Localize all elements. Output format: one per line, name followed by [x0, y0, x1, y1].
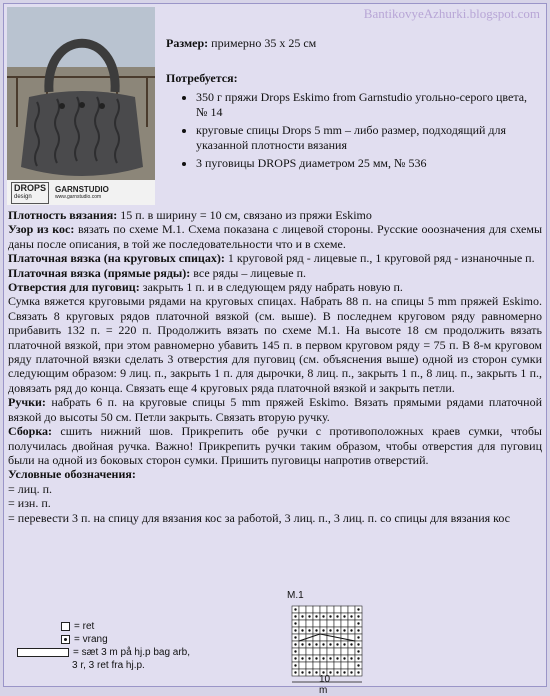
chart-cell [327, 634, 334, 641]
handles-paragraph: Ручки: набрать 6 п. на круговые спицы 5 mm пряжей Eskimo. Вязать прямыми рядами платочной вязкой до высоты 50 см. Петли закрыть. Связать вторую ручку. [8, 395, 542, 424]
chart-width-label: 10 m [319, 674, 331, 696]
chart-cell [334, 620, 341, 627]
purl-dot [357, 615, 359, 617]
assembly-paragraph: Сборка: сшить нижний шов. Прикрепить обе ручки с противоположных краев сумки, чтобы получилась двойная ручка. Важно! Прикрепить ручки таким образом, чтобы отверстия для пуговиц были на одной из боковых сторон сумки. Пришить пуговицы напротив отверстий. [8, 424, 542, 467]
chart-cell [320, 606, 327, 613]
purl-dot [315, 643, 317, 645]
required-heading: Потребуется: [166, 71, 238, 85]
purl-dot [322, 657, 324, 659]
chart-cell [299, 662, 306, 669]
purl-dot [294, 608, 296, 610]
chart-cell [327, 606, 334, 613]
pattern-body [8, 208, 542, 525]
chart-cell [306, 606, 313, 613]
density-paragraph: Плотность вязания: 15 п. в ширину = 10 см, связано из пряжи Eskimo [8, 208, 372, 222]
garter-round-paragraph: Платочная вязка (на круговых спицах): 1 круговой ряд - лицевые п., 1 круговой ряд - изнаночные п. [8, 251, 535, 266]
purl-dot [301, 615, 303, 617]
chart-cell [341, 648, 348, 655]
purl-dot [322, 643, 324, 645]
purl-dot [294, 629, 296, 631]
drops-logo: DROPS design [11, 182, 49, 204]
chart-cell [306, 648, 313, 655]
chart-cell [299, 606, 306, 613]
purl-dot [357, 650, 359, 652]
purl-dot [350, 671, 352, 673]
purl-dot [336, 657, 338, 659]
purl-dot [336, 615, 338, 617]
chart-cell [320, 620, 327, 627]
purl-dot [315, 615, 317, 617]
purl-dot [301, 629, 303, 631]
purl-dot [343, 629, 345, 631]
legend-line: = лиц. п. [8, 481, 53, 496]
buttonholes-paragraph: Отверстия для пуговиц: закрыть 1 п. и в следующем ряду набрать новую п. [8, 280, 403, 295]
purl-dot [357, 657, 359, 659]
purl-dot [343, 657, 345, 659]
chart-cell [341, 620, 348, 627]
purl-dot [329, 615, 331, 617]
purl-dot [343, 671, 345, 673]
chart-cell [306, 662, 313, 669]
chart-cell [327, 662, 334, 669]
cable-symbol-icon [17, 648, 69, 657]
garter-flat-paragraph: Платочная вязка (прямые ряды): все ряды – лицевые п. [8, 265, 306, 280]
purl-dot [350, 629, 352, 631]
purl-dot [336, 643, 338, 645]
purl-dot [350, 615, 352, 617]
purl-dot [336, 629, 338, 631]
chart-cell [313, 606, 320, 613]
purl-dot [301, 657, 303, 659]
bag-photo [7, 7, 155, 205]
chart-grid [287, 604, 377, 694]
chart-cell [341, 606, 348, 613]
purl-dot [308, 643, 310, 645]
legend-heading: Условные обозначения: [8, 467, 136, 482]
cable-paragraph: Узор из кос: вязать по схеме М.1. Схема показана с лицевой стороны. Русские ооозначения для схемы даны после описания, в той же последовательности что и в схеме. [8, 222, 543, 251]
purl-dot [294, 664, 296, 666]
size-line: Размер: примерно 35 х 25 см [166, 36, 317, 50]
chart-cell [348, 662, 355, 669]
list-item: • 350 г пряжи Drops Eskimo from Garnstudio угольно-серого цвета, № 14 [196, 90, 541, 120]
purl-dot [315, 671, 317, 673]
chart-cell [313, 662, 320, 669]
purl-dot [308, 615, 310, 617]
chart-cell [348, 620, 355, 627]
purl-dot [294, 643, 296, 645]
purl-dot [357, 622, 359, 624]
purl-dot [308, 629, 310, 631]
purl-dot [357, 671, 359, 673]
purl-dot [357, 629, 359, 631]
purl-dot [294, 671, 296, 673]
chart-title: M.1 [287, 590, 304, 601]
purl-dot [343, 643, 345, 645]
chart-cell [313, 620, 320, 627]
purl-dot [294, 622, 296, 624]
list-item: • круговые спицы Drops 5 mm – либо размер, подходящий для указанной плотности вязания [196, 123, 541, 153]
list-item: • 3 пуговицы DROPS диаметром 25 мм, № 536 [196, 156, 541, 171]
purl-dot [322, 615, 324, 617]
purl-dot [357, 664, 359, 666]
purl-dot [357, 608, 359, 610]
blog-watermark: BantikovyeAzhurki.blogspot.com [363, 6, 540, 21]
chart-cell [341, 662, 348, 669]
pattern-header [166, 36, 541, 174]
chart-cell [320, 662, 327, 669]
chart-cell [320, 648, 327, 655]
garnstudio-logo: GARNSTUDIO www.garnstudio.com [55, 185, 109, 200]
chart-cell [341, 634, 348, 641]
main-paragraph: Сумка вяжется круговыми рядами на круговых спицах. Набрать 88 п. на спицы 5 mm пряжей Eskimo. Связать 8 круговых рядов платочной вязкой (см. выше). В последнем круговом ряду равномерно прибавить 132 п. = 220 п. Продолжить вязать по схеме М.1. На высоте 18 см продолжить вязать платочной вязкой, при этом равномерно убавить 145 п. в первом круговом ряду = 75 п. В 8-м круговом ряду платочной вязки сделать 3 отверстия для пуговиц (см. объяснения выше) одной из сторон сумки следующим образом: 9 лиц. п., закрыть 1 п. для дырочки, 8 лиц. п., закрыть 1 п., 8 лиц. п., закрыть 1 п., довязать ряд до конца. Связать еще 4 круговых ряда платочной вязкой и закрыть петли. [8, 294, 542, 395]
chart-cell [334, 662, 341, 669]
purl-dot [329, 657, 331, 659]
purl-dot [350, 643, 352, 645]
chart-legend: = ret = vrang = sæt 3 m på hj.p bag arb, 3 r, 3 ret fra hj.p. [61, 620, 190, 672]
chart-cell [348, 648, 355, 655]
purl-dot [308, 671, 310, 673]
purl-dot [343, 615, 345, 617]
purl-dot [322, 629, 324, 631]
purl-dot [357, 643, 359, 645]
chart-cell [306, 620, 313, 627]
chart-cell [313, 648, 320, 655]
purl-dot [350, 657, 352, 659]
purl-dot [357, 636, 359, 638]
chart-cell [334, 606, 341, 613]
chart-cell [334, 648, 341, 655]
purl-dot [315, 629, 317, 631]
purl-dot [308, 657, 310, 659]
materials-list [166, 90, 541, 171]
knit-square-icon [61, 622, 70, 631]
purl-dot-icon [61, 635, 70, 644]
purl-dot [301, 671, 303, 673]
legend-line: = перевести 3 п. на спицу для вязания кос за работой, 3 лиц. п., 3 лиц. п. со спицы для вязания кос [8, 510, 510, 525]
purl-dot [315, 657, 317, 659]
purl-dot [294, 657, 296, 659]
purl-dot [301, 643, 303, 645]
purl-dot [329, 643, 331, 645]
brand-logos [7, 180, 155, 205]
chart-cell [299, 620, 306, 627]
chart-cell [327, 648, 334, 655]
purl-dot [294, 650, 296, 652]
chart-cell [299, 648, 306, 655]
chart-cell [327, 620, 334, 627]
purl-dot [329, 629, 331, 631]
legend-line: = изн. п. [8, 496, 51, 511]
purl-dot [336, 671, 338, 673]
chart-cell [348, 606, 355, 613]
purl-dot [294, 615, 296, 617]
purl-dot [294, 636, 296, 638]
